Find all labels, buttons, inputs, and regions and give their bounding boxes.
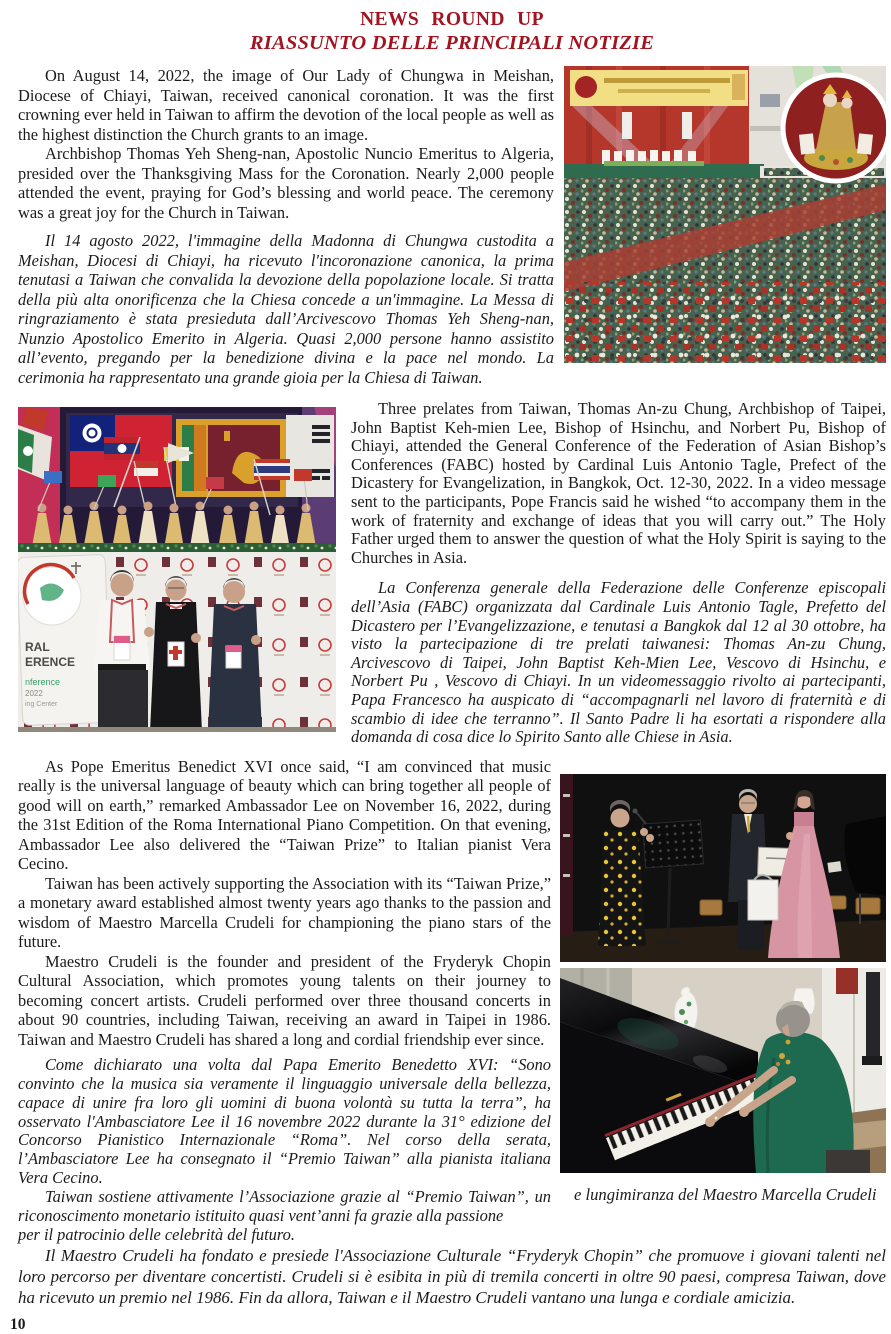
coronation-crowd-photo: [564, 66, 886, 387]
coronation-text-column: [18, 66, 554, 387]
svg-text:nference: nference: [25, 677, 61, 687]
paragraph-it: Il 14 agosto 2022, l'immagine della Madonna di Chungwa custodita a Meishan, Diocesi di Chiayi, ha ricevuto l'incoronazione canonica, la prima tenutasi a Taiwan che convalida la devozione della popolazione locale. Si tratta della più alta onorificenza che la Chiesa concede a un'immagine. La Messa di ringraziamento è stata presieduta dall’Arcivescovo Thomas Yeh Sheng-nan, Nunzio Apostolico Emerito in Algeria. Quasi 2,000 persone hanno assistito all’evento, pregando per la benedizione divina e la pace nel mondo. La cerimonia ha rappresentato una grande gioia per la Chiesa di Taiwan.: [18, 231, 554, 387]
paragraph-en: Three prelates from Taiwan, Thomas An-zu Chung, Archbishop of Taipei, John Baptist Keh-mien Lee, Bishop of Hsinchu, and Norbert Pu, Bishop of Chiayi, attended the General Conference of the Federation of Asian Bishop’s Conferences (FABC) hosted by Cardinal Luis Antonio Tagle, Prefect of the Dicastery for Evangelization, in Bangkok, Oct. 12-30, 2022. In a video message sent to the participants, Pope Francis said he wished “to accompany them in the work of fraternity and exchange of ideas that you will carry out.” The Holy Father urged them to answer the question of what the Holy Spirit is saying to the Churches in Asia.: [351, 399, 886, 567]
svg-text:ing Center: ing Center: [25, 701, 58, 708]
paragraph-it: La Conferenza generale della Federazione delle Conferenze episcopali dell’Asia (FABC) organizzata dal Cardinale Luis Antonio Tagle, Prefetto del Dicastero per l’Evangelizzazione, e tenutasi a Bangkok dal 12 al 30 ottobre, ha visto la partecipazione di tre prelati taiwanesi: Thomas An-zu Chung, Arcivescovo di Taipei, John Baptist Keh-Mien Lee, Vescovo di Hsinchu, e Norbert Pu , Vescovo di Chiayi. In un videomessaggio rivolto ai partecipanti, Papa Francesco ha auspicato di “accompagnarli nel lavoro di fraternità e di scambio di idee che terranno”. Il Santo Padre li ha esortati a rispondere alla domanda di cosa dice lo Spirito Santo alle Chiese in Asia.: [351, 578, 886, 747]
flags-performance-photo: [18, 407, 336, 552]
crudeli-piano-photo: [560, 968, 886, 1173]
section-piano-prize: [18, 757, 886, 1226]
paragraph-en: Taiwan has been actively supporting the Association with its “Taiwan Prize,” a monetary award established almost twenty years ago thanks to the passion and wisdom of Maestro Marcella Crudeli for championing the piano stars of the future.: [18, 873, 551, 952]
paragraph-it-final: Il Maestro Crudeli ha fondato e presiede l'Associazione Culturale “Fryderyk Chopin” che promuove i giovani talenti nel loro percorso per diventare concertisti. Crudeli si è esibita in più di tremila concerti in oltre 90 paesi, compresa Taiwan, dove ha ricevuto un premio nel 1986. Fin da allora, Taiwan e il Maestro Crudeli vantano una lunga e cordiale amicizia.: [18, 1245, 886, 1307]
page-number: 10: [10, 1315, 26, 1333]
continuation-line-2: per il patrocinio delle celebrità del futuro.: [18, 1225, 295, 1245]
section-fabc: [18, 400, 886, 747]
paragraph-it: Taiwan sostiene attivamente l’Associazione grazie al “Premio Taiwan”, un riconoscimento monetario istituito quasi vent’anni fa grazie alla passione: [18, 1186, 551, 1225]
page-title: NEWS ROUND UP: [360, 9, 544, 30]
svg-text:2022: 2022: [25, 689, 43, 698]
prize-photo-column: [560, 774, 886, 1226]
svg-text:ERENCE: ERENCE: [25, 655, 76, 669]
page-subtitle: RIASSUNTO DELLE PRINCIPALI NOTIZIE: [249, 32, 655, 54]
award-ceremony-photo: [560, 774, 886, 962]
paragraph-it: Come dichiarato una volta dal Papa Emerito Benedetto XVI: “Sono convinto che la musica sia veramente il linguaggio universale della bellezza, capace di unire fra loro gli uomini di buona volontà su tutta la terra”, ha osservato l'Ambasciatore Lee il 16 novembre 2022 durante la 31° edizione del Concorso Pianistico Internazionale “Roma”. Nel corso della serata, l’Ambasciatore Lee ha consegnato il “Premio Taiwan” alla pianista italiana Vera Cecino.: [18, 1055, 551, 1187]
fabc-text-column: [351, 400, 886, 747]
fabc-photo-column: [18, 407, 336, 747]
madonna-inset: [783, 75, 886, 181]
paragraph-en: Archbishop Thomas Yeh Sheng-nan, Apostolic Nuncio Emeritus to Algeria, presided over the Thanksgiving Mass for the Coronation. Nearly 2,000 people attended the event, praying for God’s blessing and world peace. The ceremony was a great joy for the Church in Taiwan.: [18, 144, 554, 222]
continuation-line: e lungimiranza del Maestro Marcella Crudeli: [574, 1184, 877, 1204]
gift-bag: [748, 875, 778, 920]
section-coronation: [18, 66, 886, 387]
paragraph-en: As Pope Emeritus Benedict XVI once said, “I am convinced that music really is the universal language of beauty which can bring together all people of good will on earth,” remarked Ambassador Lee on November 16, 2022, during the 31st Edition of the Roma International Piano Competition. On that evening, Ambassador Lee also delivered the “Taiwan Prize” to Italian pianist Vera Cecino.: [18, 756, 551, 874]
piano-text-column: [18, 757, 551, 1226]
piano-stool: [826, 1150, 870, 1173]
prelates-photo: [18, 552, 336, 732]
svg-text:RAL: RAL: [25, 640, 50, 654]
paragraph-en: Maestro Crudeli is the founder and president of the Fryderyk Chopin Cultural Association, which promotes young talents on their journey to becoming concert artists. Crudeli performed over three thousand concerts in about 90 countries, including Taiwan, receiving an award in Taipei in 1986. Taiwan and Maestro Crudeli has shared a long and cordial friendship ever since.: [18, 951, 551, 1049]
paragraph-en: On August 14, 2022, the image of Our Lady of Chungwa in Meishan, Diocese of Chiayi, Taiwan, received canonical coronation. It was the first crowning ever held in Taiwan to affirm the devotion of the local people as well as the highest distinction the Church grants to an image.: [18, 66, 554, 144]
